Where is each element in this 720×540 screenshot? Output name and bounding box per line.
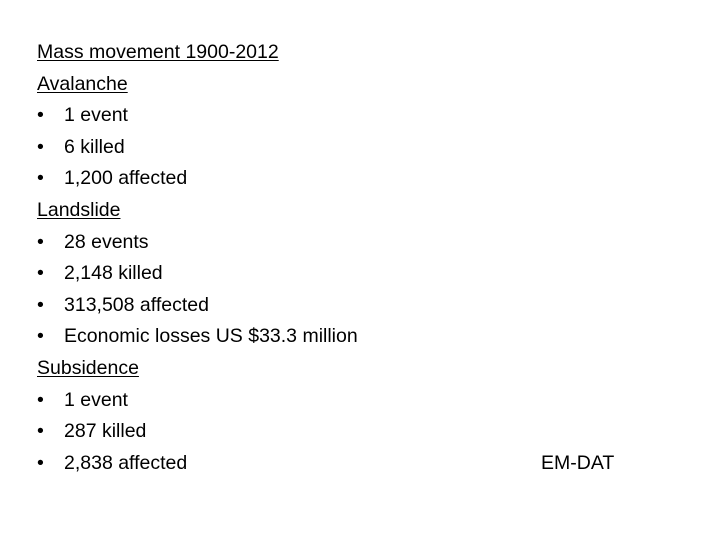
- list-item: [37, 227, 497, 259]
- list-item: [37, 448, 497, 480]
- source-label: EM-DAT: [541, 452, 615, 474]
- slide-title-text: Mass movement 1900-2012: [37, 41, 279, 63]
- list-item: [37, 163, 497, 195]
- bullet-icon: •: [37, 388, 44, 411]
- section-heading-landslide: [37, 195, 497, 227]
- slide-body: [37, 37, 497, 479]
- bullet-icon: •: [37, 451, 44, 474]
- list-item-text: 1 event: [64, 388, 128, 411]
- bullet-icon: •: [37, 262, 44, 285]
- section-heading-subsidence: [37, 353, 497, 385]
- bullet-icon: •: [37, 293, 44, 316]
- bullet-icon: •: [37, 230, 44, 253]
- list-item: [37, 385, 497, 417]
- slide-title: [37, 37, 497, 69]
- bullet-icon: •: [37, 104, 44, 127]
- list-item-text: 1,200 affected: [64, 167, 188, 190]
- list-item: [37, 132, 497, 164]
- list-item: [37, 416, 497, 448]
- bullet-icon: •: [37, 420, 44, 443]
- bullet-icon: •: [37, 167, 44, 190]
- list-item-text: 1 event: [64, 104, 128, 127]
- bullet-icon: •: [37, 325, 44, 348]
- list-item-text: 2,838 affected: [64, 451, 188, 474]
- list-item-text: 313,508 affected: [64, 293, 209, 316]
- bullet-icon: •: [37, 135, 44, 158]
- list-item-text: 28 events: [64, 230, 149, 253]
- list-item-text: 287 killed: [64, 420, 147, 443]
- section-heading-text: Subsidence: [37, 356, 139, 379]
- section-heading-text: Landslide: [37, 198, 121, 221]
- list-item-text: 6 killed: [64, 135, 125, 158]
- section-heading-avalanche: [37, 69, 497, 101]
- list-item-text: 2,148 killed: [64, 262, 163, 285]
- list-item: [37, 258, 497, 290]
- list-item: [37, 321, 497, 353]
- section-heading-text: Avalanche: [37, 72, 128, 95]
- list-item: [37, 100, 497, 132]
- list-item: [37, 290, 497, 322]
- list-item-text: Economic losses US $33.3 million: [64, 325, 358, 348]
